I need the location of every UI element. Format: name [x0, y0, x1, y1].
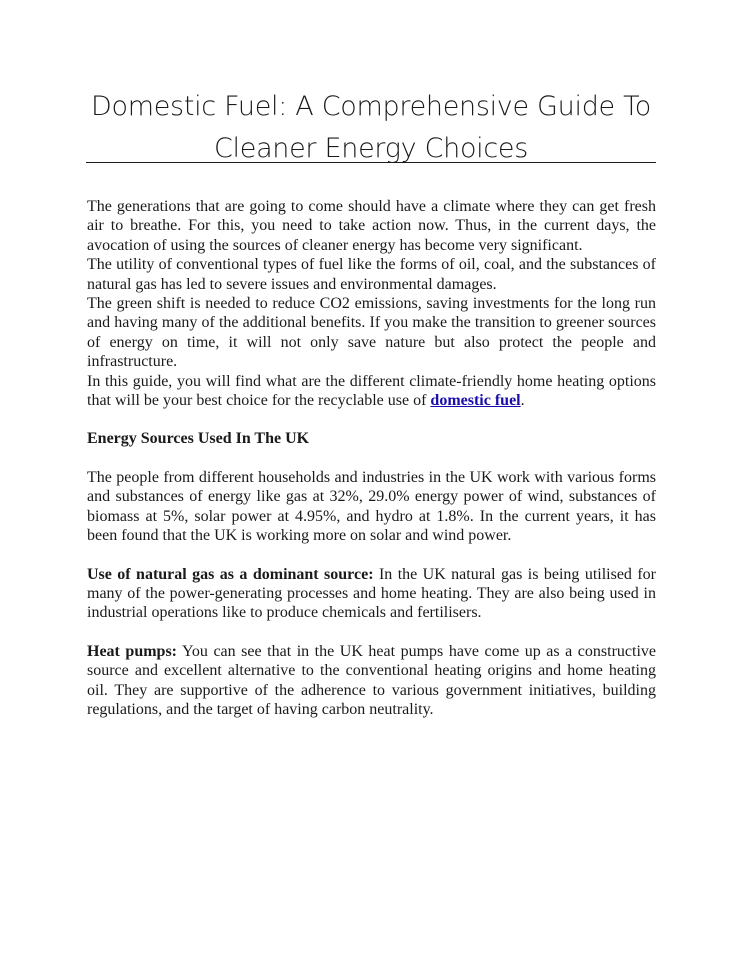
natural-gas-label: Use of natural gas as a dominant source:: [87, 565, 374, 583]
heat-pumps-text: You can see that in the UK heat pumps have come up as a constructive source and excellent alternative to the conventional heating origins and home heating oil. They are supportive of the adherence to various government initiatives, building regulations, and the target of having carbon neutrality.: [87, 642, 656, 718]
heat-pumps-label: Heat pumps:: [87, 642, 177, 660]
energy-sources-paragraph: The people from different households and industries in the UK work with various forms and substances of energy like gas at 32%, 29.0% energy power of wind, substances of biomass at 5%, solar power at 4.95%, and hydro at 1.8%. In the current years, it has been found that the UK is working more on solar and wind power.: [87, 468, 656, 545]
natural-gas-paragraph: [87, 565, 656, 623]
page-title: Domestic Fuel: A Comprehensive Guide To Cleaner Energy Choices: [91, 91, 651, 164]
title-underline: [86, 162, 656, 163]
spacer: [87, 623, 656, 642]
intro-paragraph-1: The generations that are going to come should have a climate where they can get fresh air to breathe. For this, you need to take action now. Thus, in the current days, the avocation of using the sources of cleaner energy has become very significant.: [87, 198, 656, 254]
spacer: [87, 546, 656, 565]
guide-text-end: .: [520, 392, 525, 410]
guide-paragraph: [87, 372, 656, 411]
heat-pumps-paragraph: [87, 642, 656, 720]
spacer: [87, 410, 656, 429]
natural-gas-text: In the UK natural gas is being utilised for many of the power-generating processes and home heating. They are also being used in industrial operations like to produce chemicals and fertilisers.: [87, 565, 657, 622]
article-body: [87, 197, 656, 719]
spacer: [87, 449, 656, 468]
intro-paragraph-3: The green shift is needed to reduce CO2 emissions, saving investments for the long run and having many of the additional benefits. If you make the transition to greener sources of energy on time, it will not only save nature but also protect the people and infrastructure.: [87, 295, 656, 371]
guide-text: In this guide, you will find what are the different climate-friendly home heating options that will be your best choice for the recyclable use of: [87, 372, 656, 410]
domestic-fuel-link[interactable]: domestic fuel: [430, 392, 521, 410]
intro-paragraph-2: The utility of conventional types of fuel like the forms of oil, coal, and the substances of natural gas has led to severe issues and environmental damages.: [87, 256, 656, 293]
section-heading: Energy Sources Used In The UK: [87, 430, 310, 448]
